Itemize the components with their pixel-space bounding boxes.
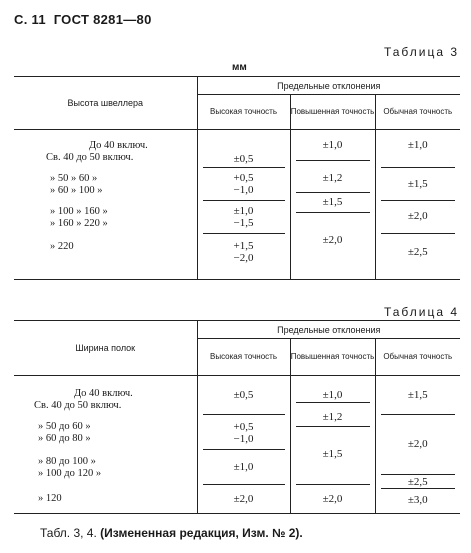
table3-stub-header: Высота швеллера	[14, 77, 197, 130]
table3-increased-value: ±1,2	[322, 172, 343, 184]
table3-col-normal: Обычная точность	[375, 95, 460, 130]
table3-row-label: Св. 40 до 50 включ.	[46, 152, 134, 163]
table4-normal-value: ±2,0	[407, 438, 428, 450]
table4-high-value: ±0,5	[233, 389, 254, 401]
table3-high-value: +0,5	[233, 172, 254, 184]
table4-normal-value: ±3,0	[407, 494, 428, 506]
table4-high-value: −1,0	[233, 433, 254, 445]
table4-row-label: До 40 включ.	[74, 388, 133, 399]
table4-increased-cell	[290, 376, 375, 514]
table3-high-value: −2,0	[233, 252, 254, 264]
table3-normal-value: ±2,5	[407, 246, 428, 258]
page-header	[14, 12, 152, 27]
table4-group-header: Предельные отклонения	[197, 321, 460, 339]
table4-row-label: » 100 до 120 »	[38, 468, 102, 479]
table4-col-increased: Повышенная точность	[290, 339, 375, 376]
table4-stub-header: Ширина полок	[14, 321, 197, 376]
table3-unit: мм	[232, 62, 247, 73]
table3-normal-value: ±1,0	[407, 139, 428, 151]
table4-normal-cell	[375, 376, 460, 514]
table3	[14, 76, 460, 280]
table3-high-value: −1,5	[233, 217, 254, 229]
table3-increased-value: ±1,5	[322, 196, 343, 208]
table3-high-value: +1,5	[233, 240, 254, 252]
table4-high-cell	[197, 376, 290, 514]
table4-row-label: » 80 до 100 »	[38, 456, 96, 467]
table4-increased-value: ±1,2	[322, 411, 343, 423]
table3-high-value: ±0,5	[233, 153, 254, 165]
table3-row-label: » 160 » 220 »	[50, 218, 108, 229]
table3-normal-cell	[375, 130, 460, 280]
table4-col-high: Высокая точность	[197, 339, 290, 376]
table3-col-increased: Повышенная точность	[290, 95, 375, 130]
table4-row-label: » 60 до 80 »	[38, 433, 91, 444]
table4	[14, 320, 460, 514]
table4-increased-value: ±2,0	[322, 493, 343, 505]
page-number: С. 11	[14, 12, 46, 27]
table3-row-label: » 100 » 160 »	[50, 206, 108, 217]
table3-stub-cell	[14, 130, 197, 280]
table3-high-cell	[197, 130, 290, 280]
table3-normal-value: ±2,0	[407, 210, 428, 222]
table3-group-header: Предельные отклонения	[197, 77, 460, 95]
table4-normal-value: ±1,5	[407, 389, 428, 401]
table4-high-value: ±1,0	[233, 461, 254, 473]
table4-high-value: +0,5	[233, 421, 254, 433]
table3-high-value: ±1,0	[233, 205, 254, 217]
table3-increased-cell	[290, 130, 375, 280]
footer-prefix: Табл. 3, 4.	[40, 526, 97, 540]
table3-normal-value: ±1,5	[407, 178, 428, 190]
table3-row-label: До 40 включ.	[89, 140, 148, 151]
footer-note	[40, 526, 303, 540]
footer-amendment: (Измененная редакция, Изм. № 2).	[100, 526, 303, 540]
table4-row-label: » 50 до 60 »	[38, 421, 91, 432]
table4-caption: Таблица 4	[383, 305, 459, 319]
table3-caption: Таблица 3	[383, 45, 459, 59]
table4-increased-value: ±1,0	[322, 389, 343, 401]
table4-row-label: Св. 40 до 50 включ.	[34, 400, 122, 411]
table4-row-label: » 120	[38, 493, 62, 504]
table3-row-label: » 60 » 100 »	[50, 185, 103, 196]
table4-col-normal: Обычная точность	[375, 339, 460, 376]
table3-row-label: » 50 » 60 »	[50, 173, 98, 184]
table3-row-label: » 220	[50, 241, 74, 252]
table3-increased-value: ±1,0	[322, 139, 343, 151]
table4-stub-cell	[14, 376, 197, 514]
table4-increased-value: ±1,5	[322, 448, 343, 460]
table3-col-high: Высокая точность	[197, 95, 290, 130]
table3-increased-value: ±2,0	[322, 234, 343, 246]
standard-number: ГОСТ 8281—80	[53, 12, 152, 27]
table4-high-value: ±2,0	[233, 493, 254, 505]
table4-normal-value: ±2,5	[407, 476, 428, 488]
table3-high-value: −1,0	[233, 184, 254, 196]
